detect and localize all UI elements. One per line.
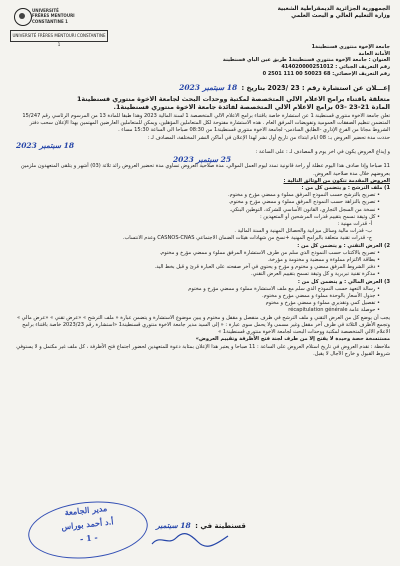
body-paragraph: أ- قدرات مهنية : xyxy=(337,221,372,228)
body-paragraph: • كل وثيقة تسمح بتقييم قدرات المرشحين أو المتعهدين : xyxy=(259,213,380,220)
body-paragraph: • دفتر الشروط المرفق ممضي و مختوم و مؤرخ و يحتوي في آخر صفحته على العبارة قرئ و قبل بخط اليد. xyxy=(154,264,380,271)
body-paragraph: • تصريح بالترشح حسب النموذج المرفق مملوء و ممضي مؤرخ و مختوم. xyxy=(227,192,380,199)
director-stamp: مدير الجامعة أ.د أحمد بوراس - 1 - xyxy=(25,496,150,564)
handwritten-signature xyxy=(150,532,230,548)
announcement-title: إعـــلان عن استشارة رقم : 23 /2023 بتاريخ : 18 سبتمبر 2023 xyxy=(179,83,390,92)
signature-date: 18 سبتمبر xyxy=(156,521,191,530)
deadline-date: 25 سبتمبر 2023 xyxy=(172,155,232,165)
body-paragraph: ب- قدرات مالية وسائل ميزانية والحصائل المهنية و السنة المالية . xyxy=(234,228,372,235)
first-publication-date: 18 سبتمبر 2023 xyxy=(16,140,75,150)
body-paragraph: • تفصيل كمي وتقديري مملوء و ممضي مؤرخ و مختوم xyxy=(265,300,380,307)
body-paragraph: • تصريح بالنزاهة حسب النموذج المرفق مملوء و ممضي مؤرخ و مختوم. xyxy=(228,199,380,206)
header xyxy=(0,4,400,47)
body-paragraph: ج- قدرات تقنية متعلقة بالبرامج المهنية +نسخ من شهادات هيئات الضمان الاجتماعي CASNOS-CNAS وعدم الانتساب. xyxy=(122,235,372,242)
body-paragraph: • رسالة التعهد حسب النموذج الذي سلم مع ملف الاستشارة مملوء و ممضي مؤرخ و مختوم xyxy=(188,285,380,292)
body-paragraph: و إيداع العروض يكون في اخر يوم و المصادف لـ : على الساعة : xyxy=(255,149,390,156)
body-paragraph: 1) ملف الترشح : و يتضمن كل من : xyxy=(301,185,390,192)
announcement-body xyxy=(14,113,390,358)
body-paragraph: يجب أن يوضع كل من العرض التقني و ملف الترشح في ظرف منفصل و مقفل و مختوم و يبين موضوع الاستشارة و يتضمن عبارة « ملف الترشح » «عرض تقني » «عرض مالي » وتجمع الأظرف الثلاثة في ظرف آخر مقفل وغير مسمى ولا يحمل سوى عبارة : « إلى السيد مدير جامعة الاخوة منتوري قسنطينة1 «استشارة رقم 2023/23 خاصة باقتناء برامج الاعلام الالي المتخصصة لمكتبة ووحدات البحث لجامعة الاخوة منتوري قسنطينة1 » xyxy=(16,314,390,336)
body-paragraph: • مذكرة تقنية تبريرية و كل وثيقة تسمح بتقييم العرض التقني. xyxy=(251,271,380,278)
body-paragraph: • بطاقة الالتزام مملوءة و ممضية و مختومة و مؤرخة. xyxy=(267,257,380,264)
body-paragraph: 11 صباحا وإذا صادف هذا اليوم عطلة أو راحة قانونية تمدد ليوم العمل الموالي. مدة صلاحية العروض تساوي مدة تحضير العروض زائد ثلاثة (03) أشهر و يتلقى المتعهدون ملزمين بعروضهم خلال مدة صلاحية العروض. xyxy=(20,163,390,177)
body-paragraph: • حوصلة عامة récapitulation générale xyxy=(288,307,380,314)
body-paragraph: العروض المقدمة تتكون من الوثائق التالية : xyxy=(283,177,390,184)
header-line: وزارة التعليم العالي و البحث العلمي xyxy=(291,13,390,20)
body-paragraph: • تصريح بالاكتتاب حسب النموذج الذي سلم من طرف الاستشارة المرفق مملوء و ممضي مؤرخ و مختوم. xyxy=(159,249,380,256)
signature-place: قسنطينة في : 18 سبتمبر xyxy=(156,521,246,530)
header-line: الجمهورية الجزائرية الديمقراطية الشعبية xyxy=(277,6,390,12)
body-paragraph: • نسخة من السجل التجاري، القانون الأساسي للشركة، التوطين البنكي. xyxy=(229,206,380,213)
announcement-subject: متعلقة باقتناء برامج الاعلام الالي المتخصصة لمكتبة ووحدات البحث لجامعة الاخوة منتوري قسنطينة1 المادة 21-23 -03 برامج الاعلام الالي المتخصصة لفائدة جامعة الاخوة منتوري قسنطينة1. xyxy=(76,95,390,112)
body-paragraph: حددت مدة تحضير العروض بـ: 08 ايام ابتداء من تاريخ أول نشر لهذا الإعلان في أماكن النشر المختلفة، المصادف لـ : xyxy=(147,134,390,141)
body-paragraph: 3) العرض المالي : و يتضمن كل من : xyxy=(297,278,390,285)
body-paragraph: تعلن جامعة الاخوة منتوري قسنطينة 1 عن استشارة خاصة باقتناء برامج الاعلام الالي المتخصصة 1 لسنة المالية 2023 وهذا طبقا للمادة 13 من المرسوم الرئاسي رقم 15/247 المتضمن تنظيم الصفقات العمومية وتفويضات المرفق العام . هذه الاستشارة مفتوحة لكل المتعاملين المؤهلين، ويمكن للمتعاملين العارضين المهتمين بهذا الإعلان سحب دفتر الشروط مجانا من الفرع الإداري -الطابق السادس- لجامعة الاخوة منتوري قسنطينة1 من 08:30 صباحا الى الساعة 15:30 مساء . xyxy=(22,113,390,134)
body-paragraph: مستنسخة حصة وحيدة لا يفتح إلا من طرف لجنة فتح الأظرفة وتقييم العروض» xyxy=(195,336,390,343)
university-logo-icon xyxy=(14,8,32,26)
university-latin-name: UNIVERSITÉ FRÈRES MENTOURI CONSTANTINE 1 xyxy=(32,8,75,24)
body-paragraph: • جدول الأسعار بالوحدة مملوء و ممضي مؤرخ و مختوم. xyxy=(262,293,380,300)
body-paragraph: ملاحظة : تقدم العروض في تاريخ استلام العروض على الساعة : 11 صباحا و يعتبر هذا الإعلان بمثابة دعوة للمتعهدين لحضور اجتماع فتح الأظرفة ، كل ملف غير مكتمل و لا يستوفي شروط القبول و خارج الآجال لا يقبل. xyxy=(16,343,390,357)
university-header-stamp: UNIVERSITÉ FRÈRES MENTOURI CONSTANTINE 1 xyxy=(10,30,108,42)
body-paragraph: 2) العرض التقني : و يتضمن كل من : xyxy=(297,242,390,249)
header-ministry xyxy=(200,6,390,21)
handwritten-date: 18 سبتمبر 2023 xyxy=(179,83,238,92)
institution-info: جامعة الإخوة منتوري قسنطينة1 الأمانة العامة العنوان : جامعة الإخوة منتوري قسنطينة1 طريق عين الباي قسنطينة رقم التعريف الجبائي : 414020000251012 رقم التعريف الإحصائي: 68 50023 00 111 2501 0 xyxy=(222,44,390,77)
